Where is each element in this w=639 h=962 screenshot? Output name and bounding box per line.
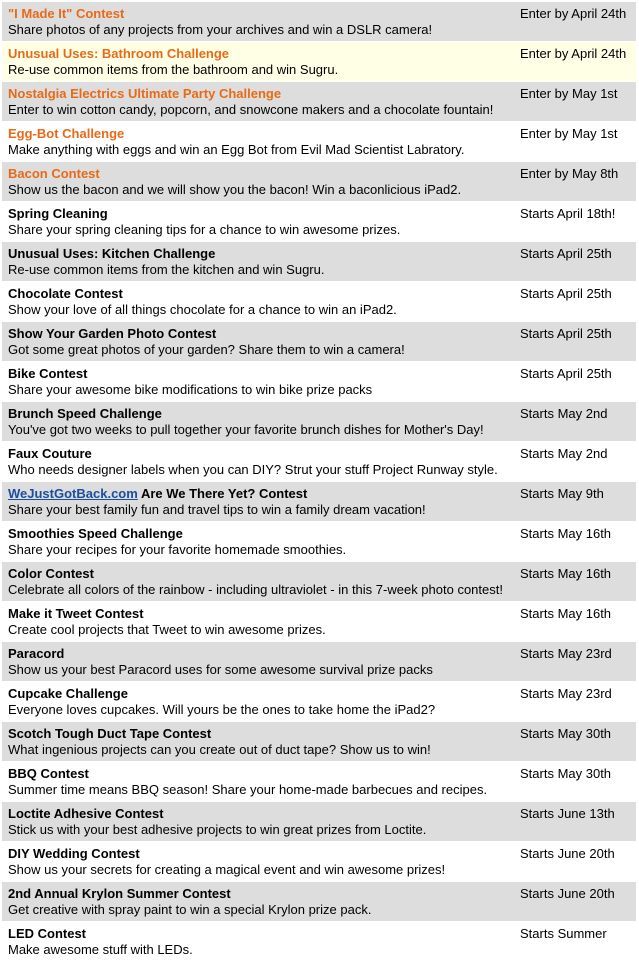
contest-title[interactable]: DIY Wedding Contest xyxy=(8,846,140,861)
contest-date: Enter by May 1st xyxy=(520,86,618,101)
contest-description: Make anything with eggs and win an Egg Bot from Evil Mad Scientist Labratory. xyxy=(8,142,465,157)
contest-date: Starts Summer xyxy=(520,926,607,941)
contest-description: Make awesome stuff with LEDs. xyxy=(8,942,193,957)
contest-date: Starts June 20th xyxy=(520,846,615,861)
contest-description: Everyone loves cupcakes. Will yours be the ones to take home the iPad2? xyxy=(8,702,436,717)
contest-description: Share your awesome bike modifications to win bike prize packs xyxy=(8,382,373,397)
contest-date: Starts May 2nd xyxy=(520,406,608,421)
contest-title[interactable] xyxy=(8,486,307,501)
contest-title[interactable]: Show Your Garden Photo Contest xyxy=(8,326,217,341)
contest-description: Share your recipes for your favorite homemade smoothies. xyxy=(8,542,347,557)
contest-description: Celebrate all colors of the rainbow - including ultraviolet - in this 7-week photo contest! xyxy=(8,582,503,597)
contest-description: Stick us with your best adhesive projects to win great prizes from Loctite. xyxy=(8,822,427,837)
contest-row[interactable] xyxy=(2,802,636,842)
contest-description: Re-use common items from the bathroom and win Sugru. xyxy=(8,62,339,77)
contest-date: Starts May 23rd xyxy=(520,686,612,701)
contest-date: Starts April 25th xyxy=(520,286,612,301)
contest-date: Enter by May 8th xyxy=(520,166,619,181)
contest-row[interactable] xyxy=(2,2,636,42)
contest-title[interactable]: Spring Cleaning xyxy=(8,206,108,221)
contest-date: Starts April 25th xyxy=(520,326,612,341)
contest-description: Show us your secrets for creating a magical event and win awesome prizes! xyxy=(8,862,446,877)
contest-row[interactable] xyxy=(2,282,636,322)
contest-title[interactable]: Color Contest xyxy=(8,566,94,581)
contest-date: Starts May 16th xyxy=(520,526,612,541)
contest-title-text: Are We There Yet? Contest xyxy=(140,486,308,501)
contest-row[interactable] xyxy=(2,642,636,682)
contest-description: Who needs designer labels when you can DIY? Strut your stuff Project Runway style. xyxy=(8,462,498,477)
contest-row[interactable] xyxy=(2,522,636,562)
contest-date: Enter by April 24th xyxy=(520,46,627,61)
contest-row[interactable] xyxy=(2,202,636,242)
contest-list xyxy=(2,2,636,962)
contest-sponsor-link[interactable]: WeJustGotBack.com xyxy=(8,486,138,501)
contest-row[interactable] xyxy=(2,562,636,602)
contest-row[interactable] xyxy=(2,362,636,402)
contest-description: Share your spring cleaning tips for a chance to win awesome prizes. xyxy=(8,222,401,237)
contest-date: Enter by May 1st xyxy=(520,126,618,141)
contest-date: Starts May 16th xyxy=(520,566,612,581)
contest-description: What ingenious projects can you create out of duct tape? Show us to win! xyxy=(8,742,431,757)
contest-row[interactable] xyxy=(2,442,636,482)
contest-title[interactable]: Bike Contest xyxy=(8,366,88,381)
contest-row[interactable] xyxy=(2,682,636,722)
contest-row[interactable] xyxy=(2,402,636,442)
contest-title[interactable]: Chocolate Contest xyxy=(8,286,123,301)
contest-title[interactable]: LED Contest xyxy=(8,926,86,941)
contest-row[interactable] xyxy=(2,842,636,882)
contest-date: Starts May 2nd xyxy=(520,446,608,461)
contest-title[interactable]: Egg-Bot Challenge xyxy=(8,126,125,141)
contest-date: Starts June 20th xyxy=(520,886,615,901)
contest-description: Share your best family fun and travel tips to win a family dream vacation! xyxy=(8,502,426,517)
contest-row[interactable] xyxy=(2,482,636,522)
contest-description: Get creative with spray paint to win a special Krylon prize pack. xyxy=(8,902,372,917)
contest-description: Enter to win cotton candy, popcorn, and snowcone makers and a chocolate fountain! xyxy=(8,102,494,117)
contest-row[interactable] xyxy=(2,722,636,762)
contest-date: Enter by April 24th xyxy=(520,6,627,21)
contest-row[interactable] xyxy=(2,162,636,202)
contest-description: Show us the bacon and we will show you the bacon! Win a baconlicious iPad2. xyxy=(8,182,462,197)
contest-description: You've got two weeks to pull together your favorite brunch dishes for Mother's Day! xyxy=(8,422,484,437)
contest-title[interactable]: BBQ Contest xyxy=(8,766,89,781)
contest-row[interactable] xyxy=(2,602,636,642)
contest-title[interactable]: 2nd Annual Krylon Summer Contest xyxy=(8,886,231,901)
contest-date: Starts April 18th! xyxy=(520,206,616,221)
contest-description: Got some great photos of your garden? Share them to win a camera! xyxy=(8,342,405,357)
contest-date: Starts May 9th xyxy=(520,486,604,501)
contest-title[interactable]: Make it Tweet Contest xyxy=(8,606,144,621)
contest-row[interactable] xyxy=(2,242,636,282)
contest-title[interactable]: Scotch Tough Duct Tape Contest xyxy=(8,726,212,741)
contest-description: Share photos of any projects from your archives and win a DSLR camera! xyxy=(8,22,433,37)
contest-description: Summer time means BBQ season! Share your home-made barbecues and recipes. xyxy=(8,782,488,797)
contest-title[interactable]: Smoothies Speed Challenge xyxy=(8,526,183,541)
contest-title[interactable]: Unusual Uses: Bathroom Challenge xyxy=(8,46,230,61)
contest-title[interactable]: Paracord xyxy=(8,646,65,661)
contest-row[interactable] xyxy=(2,922,636,962)
contest-row[interactable] xyxy=(2,882,636,922)
contest-date: Starts May 30th xyxy=(520,726,612,741)
contest-date: Starts June 13th xyxy=(520,806,615,821)
contest-title[interactable]: Cupcake Challenge xyxy=(8,686,128,701)
contest-title[interactable]: Loctite Adhesive Contest xyxy=(8,806,164,821)
contest-date: Starts May 23rd xyxy=(520,646,612,661)
contest-title[interactable]: Faux Couture xyxy=(8,446,92,461)
contest-date: Starts May 16th xyxy=(520,606,612,621)
contest-row[interactable] xyxy=(2,122,636,162)
contest-description: Create cool projects that Tweet to win awesome prizes. xyxy=(8,622,326,637)
contest-date: Starts May 30th xyxy=(520,766,612,781)
contest-description: Show your love of all things chocolate for a chance to win an iPad2. xyxy=(8,302,397,317)
contest-title[interactable]: "I Made It" Contest xyxy=(8,6,125,21)
contest-row[interactable] xyxy=(2,322,636,362)
contest-date: Starts April 25th xyxy=(520,366,612,381)
contest-date: Starts April 25th xyxy=(520,246,612,261)
contest-title[interactable]: Brunch Speed Challenge xyxy=(8,406,162,421)
contest-description: Re-use common items from the kitchen and win Sugru. xyxy=(8,262,325,277)
contest-description: Show us your best Paracord uses for some awesome survival prize packs xyxy=(8,662,433,677)
contest-title[interactable]: Bacon Contest xyxy=(8,166,100,181)
contest-row[interactable] xyxy=(2,42,636,82)
contest-title[interactable]: Unusual Uses: Kitchen Challenge xyxy=(8,246,216,261)
contest-row[interactable] xyxy=(2,762,636,802)
contest-title[interactable]: Nostalgia Electrics Ultimate Party Challenge xyxy=(8,86,282,101)
contest-row[interactable] xyxy=(2,82,636,122)
